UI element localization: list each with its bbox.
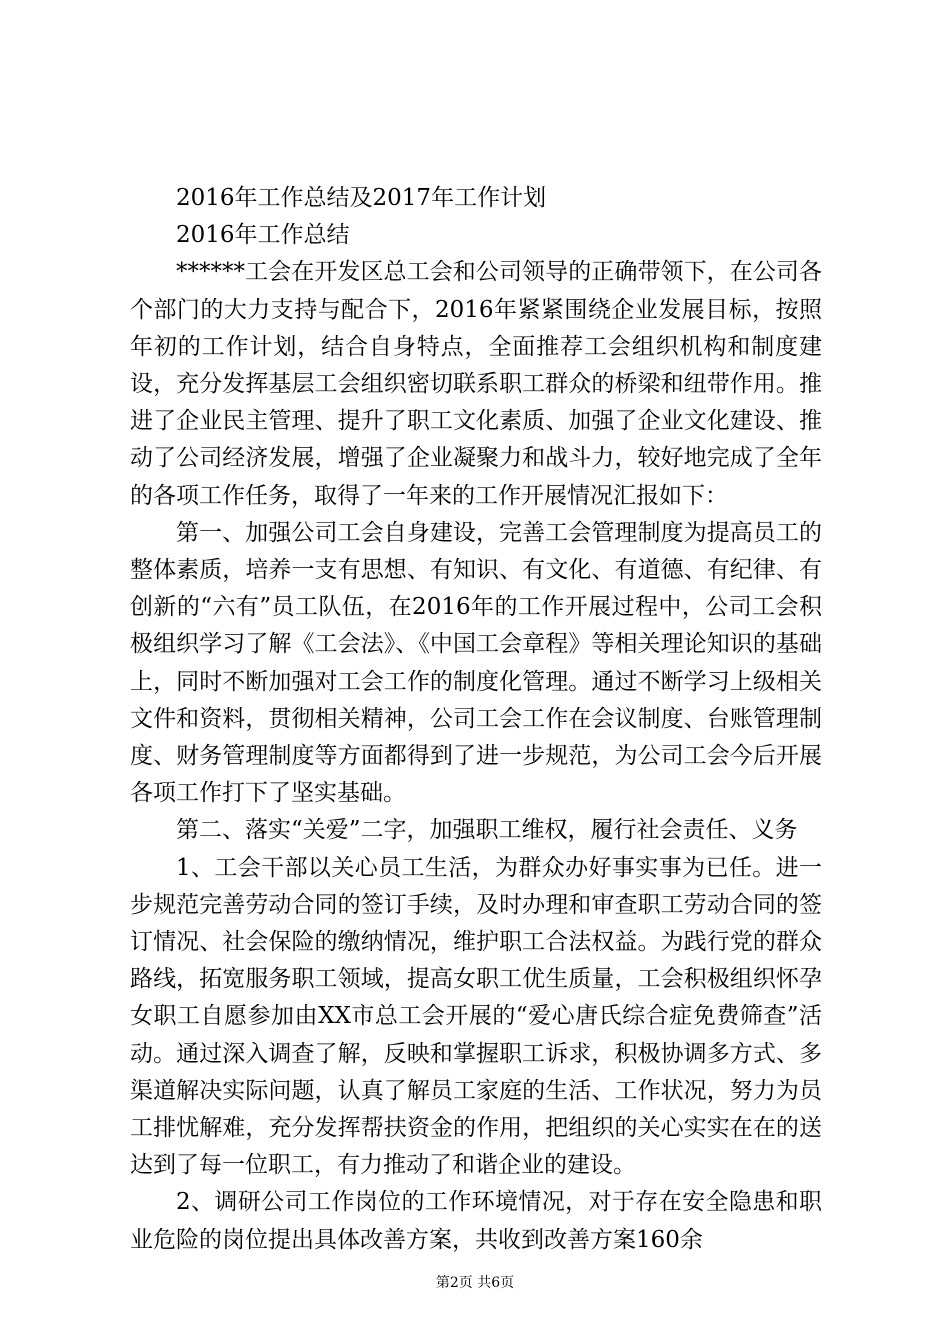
document-title: 2016年工作总结及2017年工作计划 <box>176 185 547 211</box>
paragraph-item-1: 1、工会干部以关心员工生活，为群众办好事实事为已任。进一步规范完善劳动合同的签订手续，及时办理和审查职工劳动合同的签订情况、社会保险的缴纳情况，维护职工合法权益。为践行党的群众路线，拓宽服务职工领域，提高女职工优生质量，工会积极组织怀孕女职工自愿参加由XX市总工会开展的“爱心唐氏综合症免费筛查”活动。通过深入调查了解，反映和掌握职工诉求，积极协调多方式、多渠道解决实际问题，认真了解员工家庭的生活、工作状况，努力为员工排忧解难，充分发挥帮扶资金的作用，把组织的关心实实在在的送达到了每一位职工，有力推动了和谐企业的建设。 <box>130 854 822 1179</box>
paragraph-second: 第二、落实“关爱”二字，加强职工维权，履行社会责任、义务 <box>176 817 798 844</box>
page-footer: 第2页 共6页 <box>435 1275 515 1291</box>
paragraph-item-2: 2、调研公司工作岗位的工作环境情况，对于存在安全隐患和职业危险的岗位提出具体改善方案，共收到改善方案160余 <box>130 1189 822 1253</box>
paragraph-first: 第一、加强公司工会自身建设，完善工会管理制度为提高员工的整体素质，培养一支有思想、有知识、有文化、有道德、有纪律、有创新的“六有”员工队伍，在2016年的工作开展过程中，公司工会积极组织学习了解《工会法》、《中国工会章程》等相关理论知识的基础上，同时不断加强对工会工作的制度化管理。通过不断学习上级相关文件和资料，贯彻相关精神，公司工会工作在会议制度、台账管理制度、财务管理制度等方面都得到了进一步规范，为公司工会今后开展各项工作打下了坚实基础。 <box>130 519 822 807</box>
paragraph-intro: ******工会在开发区总工会和公司领导的正确带领下，在公司各个部门的大力支持与配合下，2016年紧紧围绕企业发展目标，按照年初的工作计划，结合自身特点，全面推荐工会组织机构和制度建设，充分发挥基层工会组织密切联系职工群众的桥梁和纽带作用。推进了企业民主管理、提升了职工文化素质、加强了企业文化建设、推动了公司经济发展，增强了企业凝聚力和战斗力，较好地完成了全年的各项工作任务，取得了一年来的工作开展情况汇报如下： <box>130 259 822 509</box>
section-heading: 2016年工作总结 <box>176 222 350 249</box>
document-body <box>130 180 822 1259</box>
